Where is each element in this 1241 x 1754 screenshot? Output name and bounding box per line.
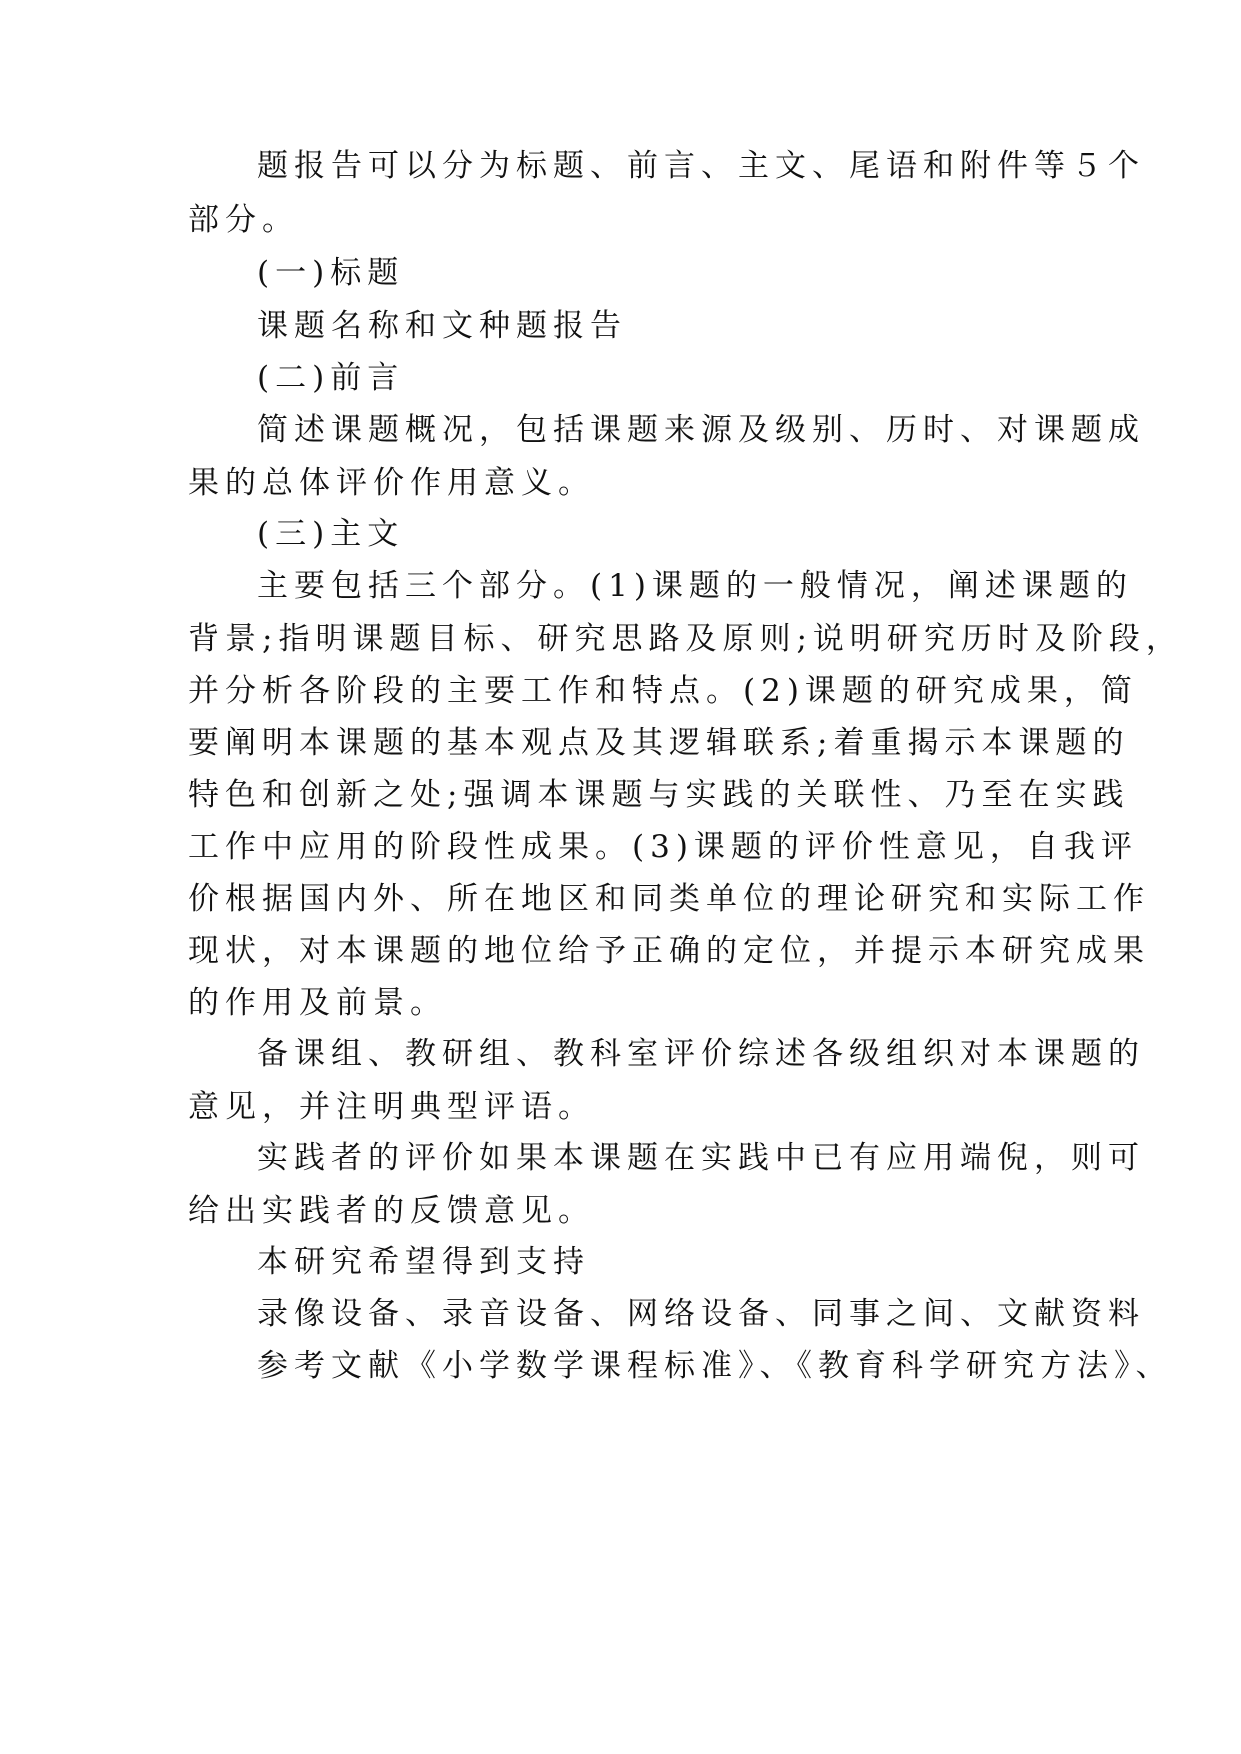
paragraph-line: 要阐明本课题的基本观点及其逻辑联系;着重揭示本课题的: [188, 725, 1130, 761]
paragraph-line: 录像设备、录音设备、网络设备、同事之间、文献资料: [257, 1296, 1145, 1332]
paragraph-line: 实践者的评价如果本课题在实践中已有应用端倪，则可: [257, 1140, 1145, 1176]
paragraph-line: 并分析各阶段的主要工作和特点。(2)课题的研究成果，简: [188, 673, 1138, 709]
section-heading: (二)前言: [257, 360, 405, 396]
paragraph-line: 主要包括三个部分。(1)课题的一般情况，阐述课题的: [257, 568, 1133, 604]
paragraph-line: 本研究希望得到支持: [257, 1244, 590, 1280]
paragraph-line: 课题名称和文种题报告: [257, 308, 627, 344]
paragraph-line: 背景;指明课题目标、研究思路及原则;说明研究历时及阶段，: [188, 621, 1183, 657]
paragraph-line: 的作用及前景。: [188, 985, 447, 1021]
paragraph-line: 特色和创新之处;强调本课题与实践的关联性、乃至在实践: [188, 777, 1130, 813]
paragraph-line: 给出实践者的反馈意见。: [188, 1193, 595, 1229]
paragraph-line: 现状，对本课题的地位给予正确的定位，并提示本研究成果: [188, 933, 1150, 969]
paragraph-line: 意见，并注明典型评语。: [188, 1089, 595, 1125]
section-heading: (一)标题: [257, 255, 405, 291]
paragraph-line: 工作中应用的阶段性成果。(3)课题的评价性意见，自我评: [188, 829, 1138, 865]
paragraph-line: 参考文献《小学数学课程标准》、《教育科学研究方法》、: [257, 1348, 1173, 1384]
paragraph-line: 简述课题概况，包括课题来源及级别、历时、对课题成: [257, 412, 1145, 448]
paragraph-line: 部分。: [188, 202, 299, 238]
paragraph-line: 题报告可以分为标题、前言、主文、尾语和附件等５个: [257, 148, 1145, 184]
paragraph-line: 备课组、教研组、教科室评价综述各级组织对本课题的: [257, 1036, 1145, 1072]
paragraph-line: 价根据国内外、所在地区和同类单位的理论研究和实际工作: [188, 881, 1150, 917]
paragraph-line: 果的总体评价作用意义。: [188, 465, 595, 501]
section-heading: (三)主文: [257, 516, 405, 552]
